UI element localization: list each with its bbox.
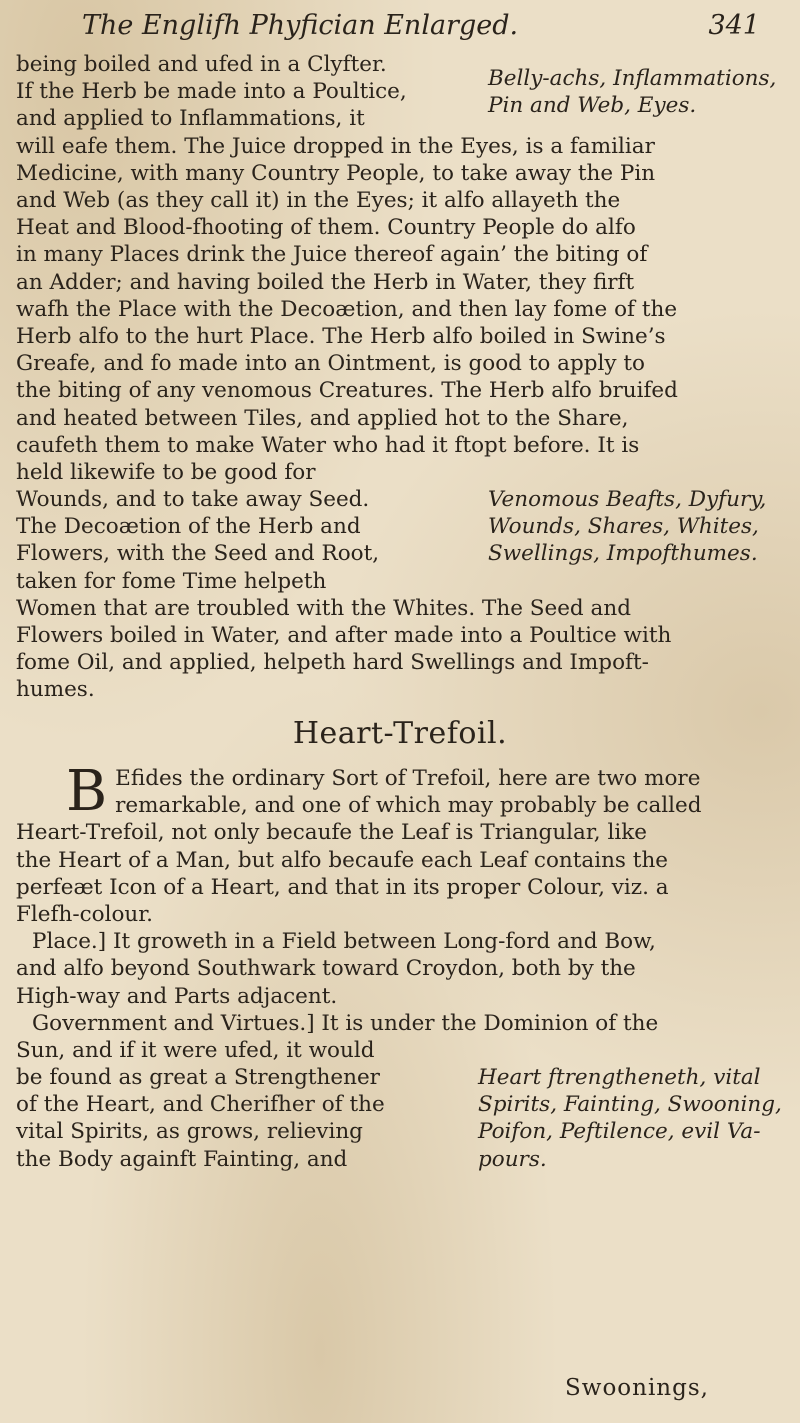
margin-note: pours. [478, 1146, 547, 1172]
margin-notes-section [478, 1064, 788, 1173]
catchword: Swoonings, [565, 1375, 709, 1401]
text-line: fome Oil, and applied, helpeth hard Swellings and Impoft- [16, 650, 649, 676]
text-line: Sun, and if it were ufed, it would [16, 1037, 375, 1063]
margin-notes-mid [488, 486, 778, 568]
main-text-full [16, 133, 776, 487]
text-line: caufeth them to make Water who had it ftopt before. It is [16, 432, 640, 458]
running-title: The Englifh Phyfician Enlarged. [82, 10, 519, 41]
text-line: Efides the ordinary Sort of Trefoil, here are two more [115, 766, 701, 791]
drop-cap: B [66, 759, 108, 824]
text-line: Heat and Blood-fhooting of them. Country People do alfo [16, 215, 636, 241]
text-line: If the Herb be made into a Poultice, [16, 79, 407, 105]
text-line: Flowers boiled in Water, and after made into a Poultice with [16, 623, 672, 648]
text-line: of the Heart, and Cherifher of the [16, 1092, 385, 1118]
margin-note: Wounds, Shares, Whites, [488, 514, 759, 540]
text-line: the Body againft Fainting, and [16, 1146, 348, 1172]
margin-note: Heart ftrengtheneth, vital [478, 1065, 761, 1090]
main-text-mid [16, 486, 486, 595]
text-line: will eafe them. The Juice dropped in the Eyes, is a familiar [16, 133, 655, 159]
text-line: remarkable, and one of which may probably be called [115, 793, 702, 819]
text-line: the Heart of a Man, but alfo becaufe each Leaf contains the [16, 847, 669, 873]
text-line: Flefh-colour. [16, 901, 153, 927]
text-line: Place.] It groweth in a Field between Long-ford and Bow, [32, 929, 656, 955]
text-line: and alfo beyond Southwark toward Croydon, both by the [16, 956, 636, 982]
main-text-end [16, 595, 776, 704]
text-line: High-way and Parts adjacent. [16, 983, 338, 1009]
text-line: and heated between Tiles, and applied hot to the Share, [16, 405, 629, 431]
margin-note: Belly-achs, Inflammations, [488, 66, 777, 91]
margin-note: Pin and Web, Eyes. [488, 93, 697, 119]
margin-note: Venomous Beafts, Dyfury, [488, 487, 767, 512]
text-line: taken for fome Time helpeth [16, 568, 327, 594]
margin-notes-top [488, 65, 778, 119]
text-line: Greafe, and fo made into an Ointment, is good to apply to [16, 351, 645, 377]
text-line: an Adder; and having boiled the Herb in Water, they firft [16, 269, 635, 295]
running-header [60, 8, 760, 48]
text-line: in many Places drink the Juice thereof again’ the biting of [16, 242, 648, 268]
text-line: wafh the Place with the Decoætion, and then lay fome of the [16, 296, 678, 322]
section-title: Heart-Trefoil. [292, 716, 508, 751]
text-line: Heart-Trefoil, not only becaufe the Leaf is Triangular, like [16, 820, 647, 846]
text-line: Government and Virtues.] It is under the Dominion of the [32, 1010, 659, 1036]
text-line: and Web (as they call it) in the Eyes; it alfo allayeth the [16, 188, 621, 213]
page-number: 341 [708, 10, 760, 41]
main-text-top [16, 51, 486, 133]
text-line: humes. [16, 677, 95, 703]
text-line: and applied to Inflammations, it [16, 106, 365, 132]
text-line: the biting of any venomous Creatures. The Herb alfo bruifed [16, 378, 678, 404]
text-line: Wounds, and to take away Seed. [16, 487, 370, 512]
text-line: vital Spirits, as grows, relieving [16, 1119, 363, 1145]
text-line: held likewife to be good for [16, 460, 316, 486]
text-line: The Decoætion of the Herb and [16, 514, 361, 540]
text-line: perfeæt Icon of a Heart, and that in its proper Colour, viz. a [16, 874, 669, 900]
text-line: Medicine, with many Country People, to take away the Pin [16, 160, 656, 186]
text-line: Women that are troubled with the Whites. The Seed and [16, 595, 631, 621]
margin-note: Poifon, Peftilence, evil Va- [478, 1119, 761, 1145]
text-line: Flowers, with the Seed and Root, [16, 541, 380, 567]
margin-note: Spirits, Fainting, Swooning, [478, 1092, 782, 1118]
text-line: being boiled and ufed in a Clyfter. [16, 52, 387, 77]
text-line: Herb alfo to the hurt Place. The Herb alfo boiled in Swine’s [16, 324, 666, 350]
margin-note: Swellings, Impofthumes. [488, 541, 758, 567]
text-line: be found as great a Strengthener [16, 1065, 380, 1091]
